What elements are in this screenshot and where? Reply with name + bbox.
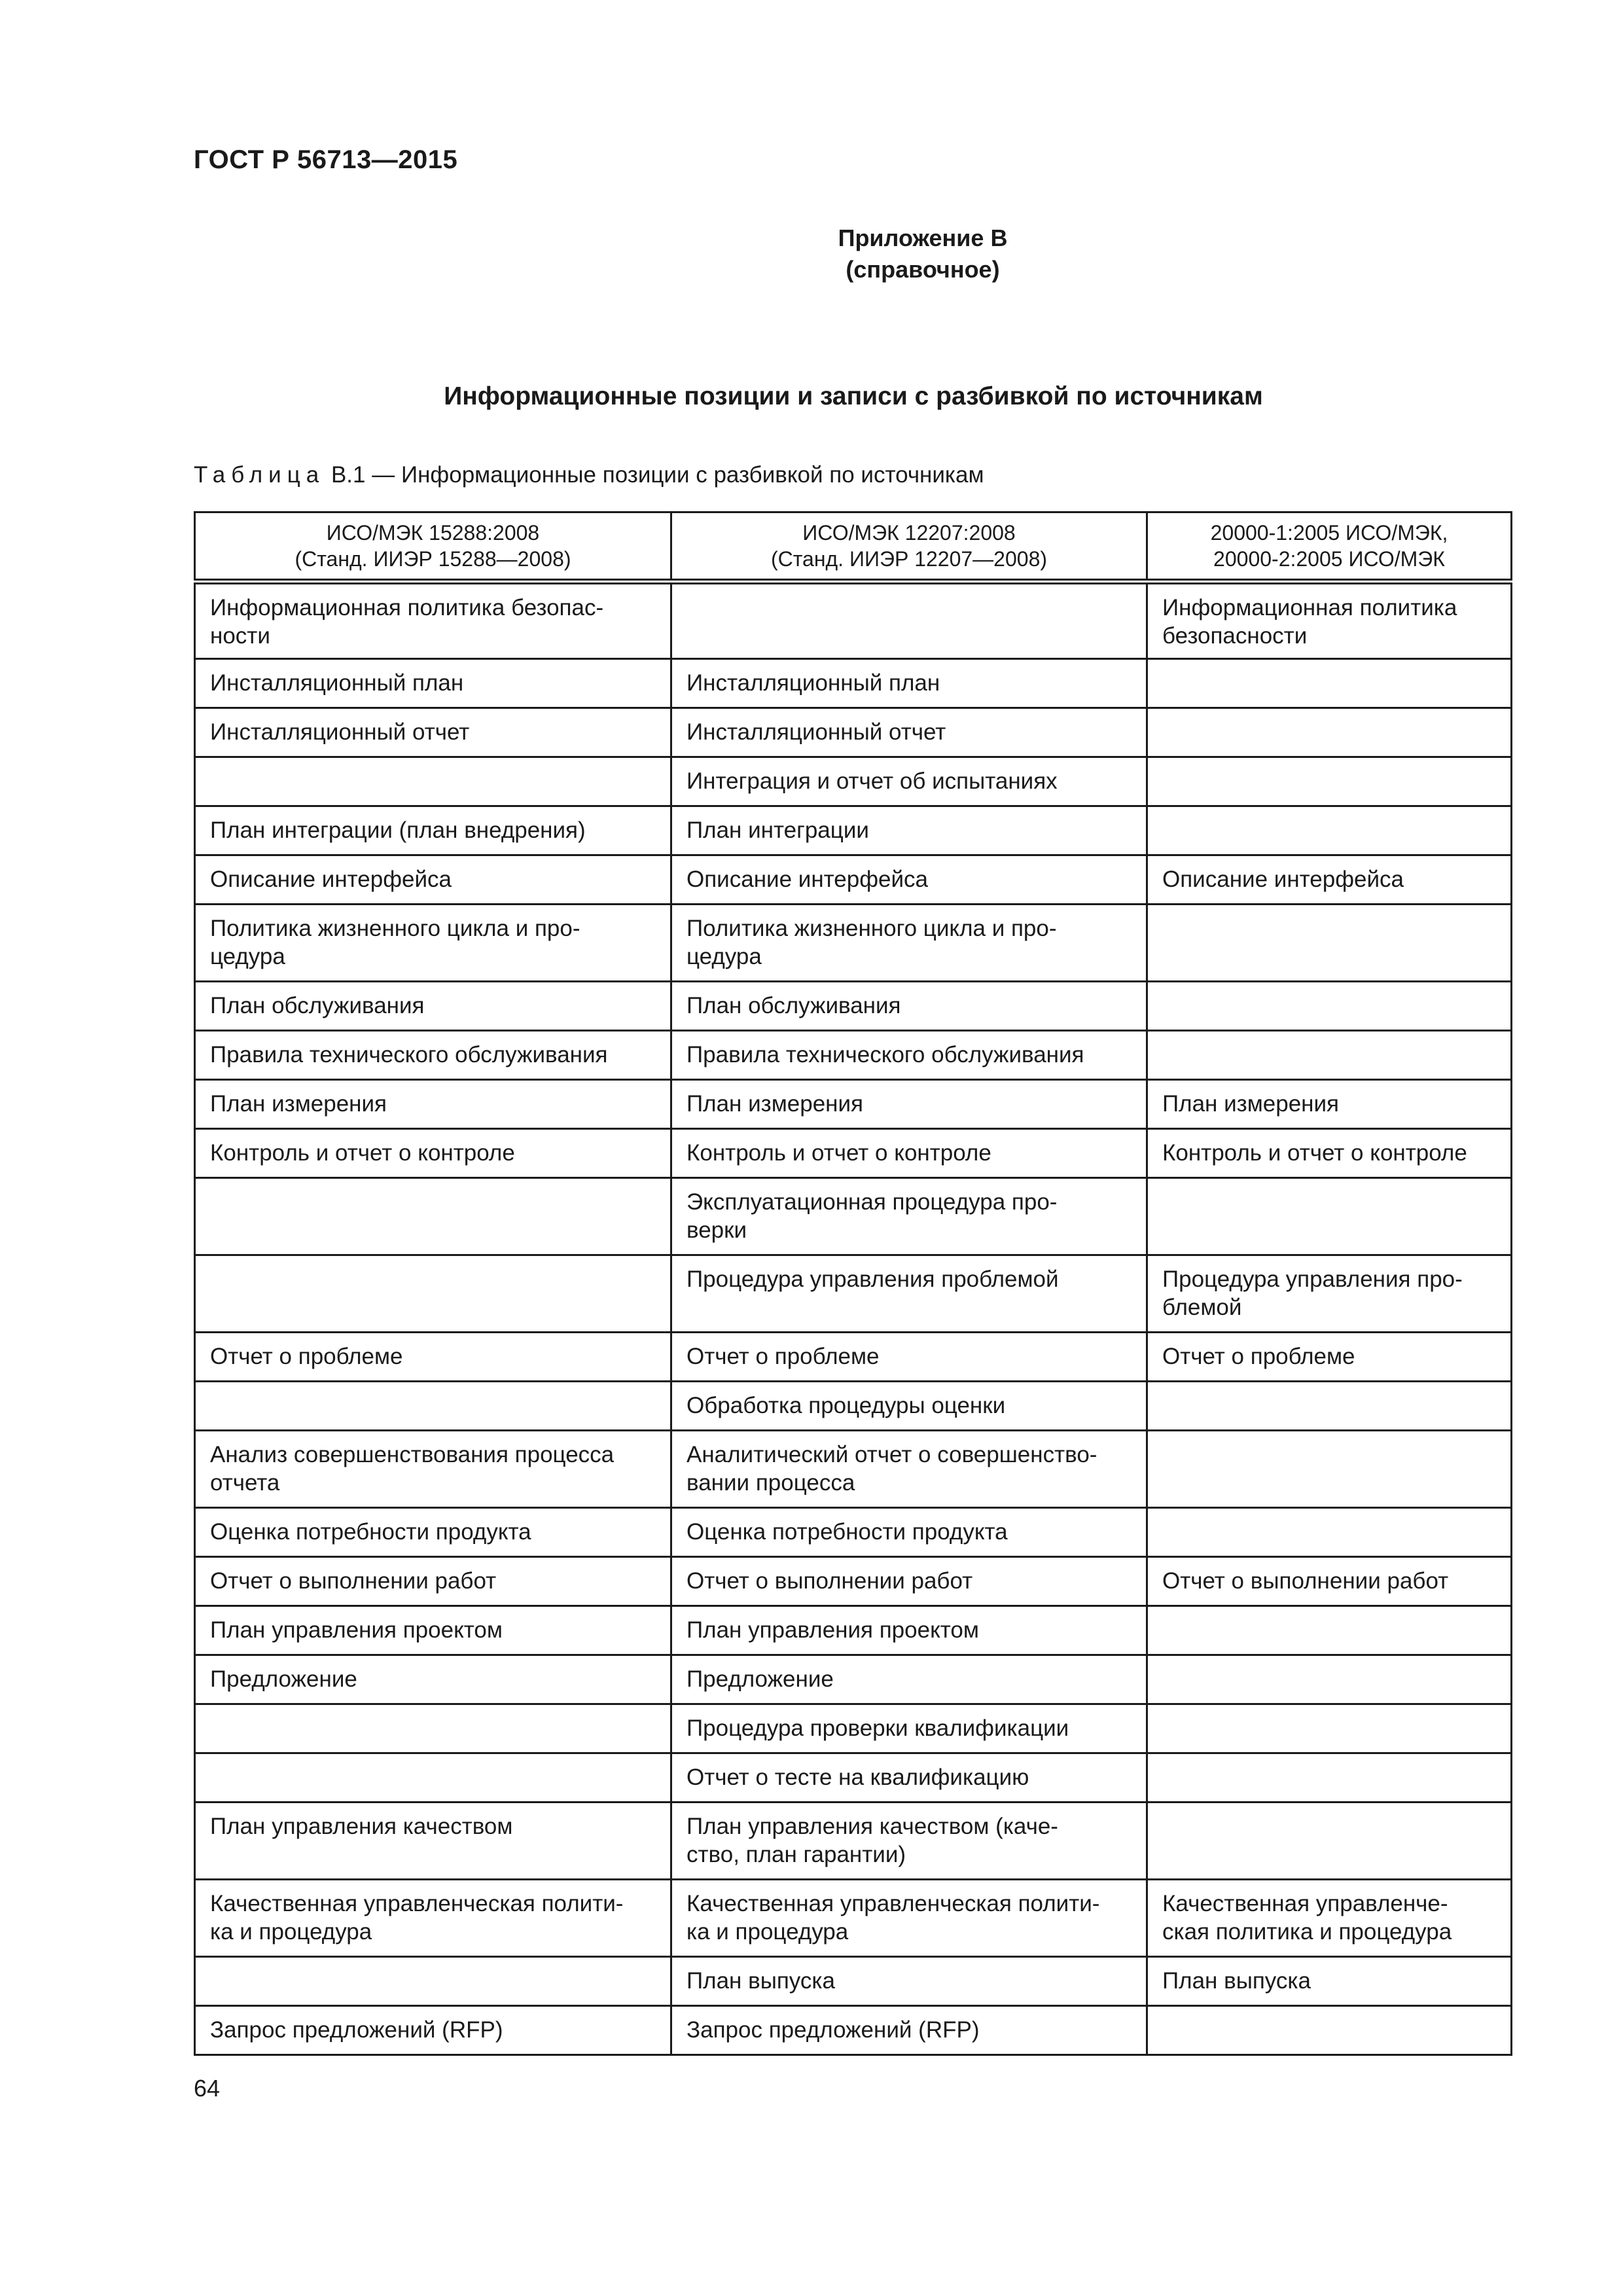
cell-text: Отчет о проблеме: [210, 1344, 403, 1369]
cell-text: Информационная политика безопас-: [210, 595, 604, 620]
table-cell: [195, 905, 671, 982]
table-row: [195, 1031, 1512, 1080]
cell-text: Описание интерфейса: [687, 867, 928, 892]
table-cell: [1147, 1255, 1512, 1333]
table-cell: [671, 1333, 1147, 1382]
table-caption: [194, 462, 984, 488]
table-cell: [195, 1382, 671, 1431]
table-cell: [671, 1382, 1147, 1431]
table-cell: [195, 1080, 671, 1129]
table-row: [195, 1431, 1512, 1508]
cell-text: Запрос предложений (RFP): [687, 2017, 980, 2043]
table-cell: [671, 855, 1147, 905]
cell-text: ская политика и процедура: [1162, 1919, 1452, 1945]
table-cell: [195, 1606, 671, 1655]
table-cell: [195, 1880, 671, 1957]
table-row: [195, 1333, 1512, 1382]
table-row: [195, 1704, 1512, 1753]
cell-text: Запрос предложений (RFP): [210, 2017, 503, 2043]
cell-text: Качественная управленческая полити-: [687, 1891, 1100, 1916]
cell-text: Интеграция и отчет об испытаниях: [687, 768, 1058, 794]
table-cell: [1147, 1080, 1512, 1129]
sources-table: [194, 511, 1512, 2056]
table-cell: [671, 806, 1147, 855]
table-body: [195, 582, 1512, 2055]
cell-text: ство, план гарантии): [687, 1842, 906, 1867]
table-cell: [1147, 1880, 1512, 1957]
cell-text: Процедура проверки квалификации: [687, 1715, 1069, 1741]
cell-text: План измерения: [687, 1091, 863, 1117]
table-cell: [195, 659, 671, 708]
cell-text: План управления проектом: [687, 1617, 979, 1643]
cell-text: Правила технического обслуживания: [210, 1042, 608, 1067]
cell-text: Контроль и отчет о контроле: [687, 1140, 991, 1166]
cell-text: Отчет о проблеме: [687, 1344, 880, 1369]
cell-text: Анализ совершенствования процесса: [210, 1442, 615, 1467]
table-cell: [195, 1333, 671, 1382]
table-cell: [671, 659, 1147, 708]
cell-text: Отчет о проблеме: [1162, 1344, 1355, 1369]
cell-text: План интеграции (план внедрения): [210, 817, 586, 843]
cell-text: Процедура управления про-: [1162, 1266, 1463, 1292]
cell-text: План выпуска: [1162, 1968, 1311, 1994]
table-cell: [671, 1880, 1147, 1957]
table-cell: [671, 1080, 1147, 1129]
table-caption-rest: В.1 — Информационные позиции с разбивкой по источникам: [325, 462, 984, 488]
cell-text: Контроль и отчет о контроле: [1162, 1140, 1467, 1166]
table-row: [195, 855, 1512, 905]
table-cell: [1147, 757, 1512, 806]
table-cell: [671, 2006, 1147, 2055]
cell-text: вании процесса: [687, 1470, 855, 1496]
table-row: [195, 708, 1512, 757]
cell-text: Политика жизненного цикла и про-: [210, 916, 580, 941]
cell-text: Предложение: [687, 1666, 834, 1692]
table-cell: [1147, 2006, 1512, 2055]
appendix-heading: [0, 223, 1623, 285]
cell-text: отчета: [210, 1470, 280, 1496]
table-row: [195, 757, 1512, 806]
cell-text: План измерения: [210, 1091, 387, 1117]
table-cell: [1147, 1557, 1512, 1606]
table-cell: [195, 1031, 671, 1080]
section-title: [0, 382, 1623, 411]
table-cell: [195, 2006, 671, 2055]
table-cell: [1147, 1957, 1512, 2006]
table-cell: [1147, 1704, 1512, 1753]
table-header-cell: [1147, 512, 1512, 582]
table-cell: [1147, 855, 1512, 905]
table-cell: [195, 708, 671, 757]
page-number: 64: [194, 2075, 221, 2102]
table-row: [195, 2006, 1512, 2055]
table-cell: [671, 708, 1147, 757]
cell-text: цедура: [210, 944, 285, 969]
table-cell: [195, 1431, 671, 1508]
appendix-type: (справочное): [846, 256, 1000, 283]
table-cell: [195, 1255, 671, 1333]
cell-text: Контроль и отчет о контроле: [210, 1140, 515, 1166]
cell-text: Отчет о выполнении работ: [210, 1568, 497, 1594]
cell-text: План обслуживания: [210, 993, 425, 1018]
table-cell: [195, 855, 671, 905]
header-line: 20000-2:2005 ИСО/МЭК: [1213, 547, 1445, 571]
cell-text: Инсталляционный план: [210, 670, 464, 696]
table-row: [195, 1606, 1512, 1655]
table-cell: [1147, 1431, 1512, 1508]
cell-text: План управления проектом: [210, 1617, 503, 1643]
table-cell: [671, 1753, 1147, 1803]
cell-text: План интеграции: [687, 817, 869, 843]
table-cell: [195, 1753, 671, 1803]
table-cell: [671, 1957, 1147, 2006]
header-line: (Станд. ИИЭР 12207—2008): [770, 547, 1048, 571]
table-cell: [195, 1557, 671, 1606]
table-cell: [671, 1803, 1147, 1880]
table-row: [195, 1129, 1512, 1178]
cell-text: цедура: [687, 944, 762, 969]
table-row: [195, 582, 1512, 659]
header-line: (Станд. ИИЭР 15288—2008): [294, 547, 571, 571]
table-cell: [1147, 1803, 1512, 1880]
cell-text: План управления качеством: [210, 1814, 513, 1839]
cell-text: План обслуживания: [687, 993, 901, 1018]
cell-text: Инсталляционный план: [687, 670, 940, 696]
cell-text: Качественная управленче-: [1162, 1891, 1448, 1916]
table-cell: [1147, 708, 1512, 757]
table-cell: [1147, 1382, 1512, 1431]
cell-text: Качественная управленческая полити-: [210, 1891, 624, 1916]
cell-text: План выпуска: [687, 1968, 835, 1994]
cell-text: ности: [210, 623, 270, 649]
table-row: [195, 1382, 1512, 1431]
cell-text: Оценка потребности продукта: [687, 1519, 1008, 1545]
table-row: [195, 1803, 1512, 1880]
table-cell: [195, 582, 671, 659]
table-row: [195, 1178, 1512, 1255]
table-row: [195, 1753, 1512, 1803]
table-row: [195, 806, 1512, 855]
table-cell: [195, 757, 671, 806]
appendix-label: Приложение В: [838, 224, 1008, 251]
cell-text: верки: [687, 1217, 747, 1243]
cell-text: Обработка процедуры оценки: [687, 1393, 1006, 1418]
table-header-cell: [671, 512, 1147, 582]
table-cell: [671, 1557, 1147, 1606]
cell-text: Правила технического обслуживания: [687, 1042, 1084, 1067]
table-cell: [1147, 659, 1512, 708]
table-cell: [671, 1178, 1147, 1255]
cell-text: Политика жизненного цикла и про-: [687, 916, 1057, 941]
cell-text: ка и процедура: [210, 1919, 372, 1945]
cell-text: Отчет о выполнении работ: [687, 1568, 973, 1594]
cell-text: Аналитический отчет о совершенство-: [687, 1442, 1097, 1467]
table-cell: [195, 1655, 671, 1704]
table-cell: [1147, 905, 1512, 982]
table-cell: [1147, 1753, 1512, 1803]
table-cell: [1147, 806, 1512, 855]
header-line: ИСО/МЭК 15288:2008: [326, 521, 540, 545]
table-cell: [671, 1606, 1147, 1655]
cell-text: Отчет о выполнении работ: [1162, 1568, 1449, 1594]
table-row: [195, 1255, 1512, 1333]
table-cell: [671, 1255, 1147, 1333]
table-cell: [671, 1031, 1147, 1080]
section-title-text: Информационные позиции и записи с разбивкой по источникам: [444, 382, 1263, 410]
table-cell: [671, 1508, 1147, 1557]
cell-text: блемой: [1162, 1295, 1242, 1320]
table-cell: [1147, 1508, 1512, 1557]
document-code: ГОСТ Р 56713—2015: [194, 145, 458, 174]
cell-text: План измерения: [1162, 1091, 1339, 1117]
table-row: [195, 1957, 1512, 2006]
table-cell: [671, 757, 1147, 806]
table-row: [195, 1557, 1512, 1606]
table-cell: [195, 806, 671, 855]
cell-text: Отчет о тесте на квалификацию: [687, 1765, 1029, 1790]
table-cell: [195, 1704, 671, 1753]
table-cell: [195, 1803, 671, 1880]
table-header-cell: [195, 512, 671, 582]
table-cell: [195, 1178, 671, 1255]
table-cell: [1147, 582, 1512, 659]
cell-text: ка и процедура: [687, 1919, 849, 1945]
table-cell: [195, 1957, 671, 2006]
cell-text: Предложение: [210, 1666, 357, 1692]
table-cell: [1147, 1333, 1512, 1382]
table-cell: [195, 1129, 671, 1178]
cell-text: Описание интерфейса: [1162, 867, 1404, 892]
table-cell: [671, 982, 1147, 1031]
table-cell: [671, 1704, 1147, 1753]
table-header-row: [195, 512, 1512, 582]
table-cell: [1147, 1606, 1512, 1655]
table-row: [195, 659, 1512, 708]
table-cell: [671, 905, 1147, 982]
table-cell: [1147, 982, 1512, 1031]
table-cell: [1147, 1129, 1512, 1178]
cell-text: Описание интерфейса: [210, 867, 452, 892]
header-line: 20000-1:2005 ИСО/МЭК,: [1210, 521, 1448, 545]
cell-text: Инсталляционный отчет: [687, 719, 946, 745]
table-cell: [195, 1508, 671, 1557]
table-cell: [671, 1129, 1147, 1178]
cell-text: безопасности: [1162, 623, 1308, 649]
table-cell: [1147, 1031, 1512, 1080]
cell-text: Оценка потребности продукта: [210, 1519, 531, 1545]
cell-text: Информационная политика: [1162, 595, 1457, 620]
table-row: [195, 982, 1512, 1031]
cell-text: Процедура управления проблемой: [687, 1266, 1059, 1292]
header-line: ИСО/МЭК 12207:2008: [802, 521, 1016, 545]
table-row: [195, 1655, 1512, 1704]
table-row: [195, 1080, 1512, 1129]
table-caption-word: Таблица: [194, 462, 325, 488]
table-cell: [1147, 1178, 1512, 1255]
table-row: [195, 1508, 1512, 1557]
table-row: [195, 905, 1512, 982]
table-cell: [1147, 1655, 1512, 1704]
table-cell: [671, 1431, 1147, 1508]
table-row: [195, 1880, 1512, 1957]
table-cell: [195, 982, 671, 1031]
table-cell: [671, 582, 1147, 659]
cell-text: Инсталляционный отчет: [210, 719, 470, 745]
cell-text: План управления качеством (каче-: [687, 1814, 1058, 1839]
table-cell: [671, 1655, 1147, 1704]
cell-text: Эксплуатационная процедура про-: [687, 1189, 1058, 1215]
